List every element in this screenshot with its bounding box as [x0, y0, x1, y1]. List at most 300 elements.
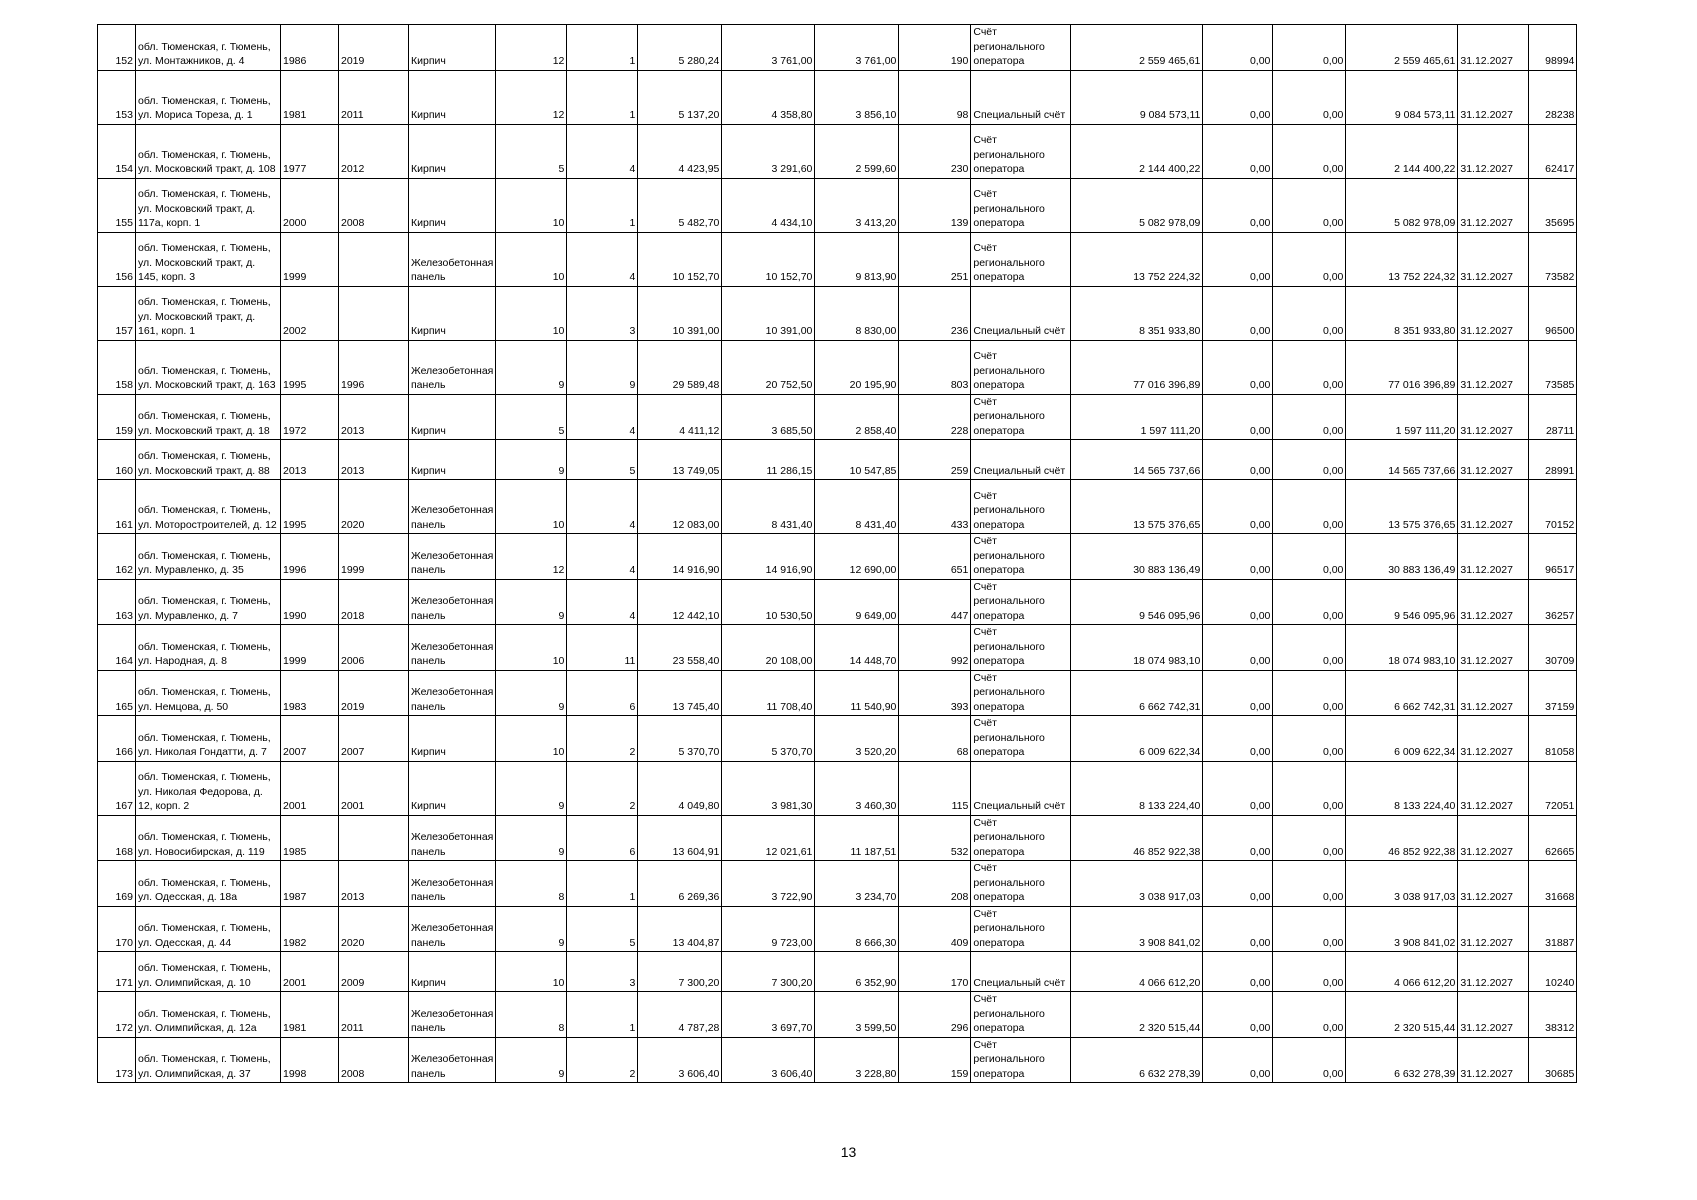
row-number-cell: 152	[98, 25, 136, 71]
cost-regional-cell: 0,00	[1273, 815, 1346, 861]
table-row	[98, 178, 1577, 232]
house-id-cell: 81058	[1529, 716, 1577, 762]
living-area-cell: 14 916,90	[722, 534, 815, 580]
fund-account-cell: Специальный счёт	[971, 440, 1071, 480]
residential-area-cell: 3 228,80	[815, 1037, 899, 1083]
year-reconstructed-cell: 2008	[339, 178, 409, 232]
residential-area-cell: 3 761,00	[815, 25, 899, 71]
house-id-cell: 35695	[1529, 178, 1577, 232]
row-number-cell: 158	[98, 340, 136, 394]
residents-cell: 190	[899, 25, 971, 71]
total-area-cell: 29 589,48	[638, 340, 722, 394]
year-built-cell: 1996	[281, 534, 339, 580]
deadline-cell: 31.12.2027	[1458, 861, 1529, 907]
living-area-cell: 4 358,80	[722, 70, 815, 124]
row-number-cell: 171	[98, 952, 136, 992]
cost-regional-cell: 0,00	[1273, 286, 1346, 340]
total-area-cell: 5 137,20	[638, 70, 722, 124]
year-reconstructed-cell: 2007	[339, 716, 409, 762]
wall-material-cell: Кирпич	[409, 178, 496, 232]
row-number-cell: 165	[98, 670, 136, 716]
row-number-cell: 163	[98, 579, 136, 625]
year-reconstructed-cell: 2009	[339, 952, 409, 992]
total-area-cell: 5 280,24	[638, 25, 722, 71]
year-built-cell: 1972	[281, 394, 339, 440]
entrances-cell: 5	[567, 440, 638, 480]
address-cell: обл. Тюменская, г. Тюмень, ул. Олимпийская, д. 12а	[136, 992, 281, 1038]
fund-account-cell: Специальный счёт	[971, 286, 1071, 340]
year-reconstructed-cell: 2008	[339, 1037, 409, 1083]
floors-cell: 9	[496, 906, 567, 952]
deadline-cell: 31.12.2027	[1458, 815, 1529, 861]
year-reconstructed-cell: 2013	[339, 861, 409, 907]
address-cell: обл. Тюменская, г. Тюмень, ул. Московский тракт, д. 18	[136, 394, 281, 440]
cost-owners-cell: 6 632 278,39	[1346, 1037, 1458, 1083]
row-number-cell: 160	[98, 440, 136, 480]
repair-cost-cell: 8 351 933,80	[1071, 286, 1203, 340]
residential-area-cell: 2 858,40	[815, 394, 899, 440]
year-built-cell: 2007	[281, 716, 339, 762]
year-built-cell: 1987	[281, 861, 339, 907]
house-id-cell: 37159	[1529, 670, 1577, 716]
residents-cell: 409	[899, 906, 971, 952]
address-cell: обл. Тюменская, г. Тюмень, ул. Муравленко, д. 7	[136, 579, 281, 625]
fund-account-cell: Счёт регионального оператора	[971, 906, 1071, 952]
deadline-cell: 31.12.2027	[1458, 952, 1529, 992]
repair-cost-cell: 2 144 400,22	[1071, 124, 1203, 178]
year-reconstructed-cell: 2020	[339, 906, 409, 952]
row-number-cell: 169	[98, 861, 136, 907]
cost-owners-cell: 9 084 573,11	[1346, 70, 1458, 124]
total-area-cell: 23 558,40	[638, 625, 722, 671]
residents-cell: 251	[899, 232, 971, 286]
entrances-cell: 1	[567, 178, 638, 232]
living-area-cell: 4 434,10	[722, 178, 815, 232]
repair-cost-cell: 3 038 917,03	[1071, 861, 1203, 907]
year-reconstructed-cell: 2019	[339, 670, 409, 716]
cost-federal-cell: 0,00	[1203, 25, 1273, 71]
wall-material-cell: Железобетонная панель	[409, 815, 496, 861]
entrances-cell: 4	[567, 534, 638, 580]
repair-cost-cell: 9 546 095,96	[1071, 579, 1203, 625]
living-area-cell: 3 761,00	[722, 25, 815, 71]
living-area-cell: 10 391,00	[722, 286, 815, 340]
floors-cell: 9	[496, 340, 567, 394]
cost-owners-cell: 6 662 742,31	[1346, 670, 1458, 716]
floors-cell: 8	[496, 861, 567, 907]
address-cell: обл. Тюменская, г. Тюмень, ул. Московский тракт, д. 163	[136, 340, 281, 394]
living-area-cell: 11 708,40	[722, 670, 815, 716]
living-area-cell: 10 530,50	[722, 579, 815, 625]
total-area-cell: 12 083,00	[638, 480, 722, 534]
living-area-cell: 3 606,40	[722, 1037, 815, 1083]
living-area-cell: 3 685,50	[722, 394, 815, 440]
total-area-cell: 10 391,00	[638, 286, 722, 340]
residents-cell: 159	[899, 1037, 971, 1083]
cost-regional-cell: 0,00	[1273, 394, 1346, 440]
entrances-cell: 4	[567, 579, 638, 625]
deadline-cell: 31.12.2027	[1458, 25, 1529, 71]
entrances-cell: 5	[567, 906, 638, 952]
cost-owners-cell: 6 009 622,34	[1346, 716, 1458, 762]
entrances-cell: 11	[567, 625, 638, 671]
residential-area-cell: 10 547,85	[815, 440, 899, 480]
cost-owners-cell: 8 351 933,80	[1346, 286, 1458, 340]
house-id-cell: 28711	[1529, 394, 1577, 440]
living-area-cell: 12 021,61	[722, 815, 815, 861]
cost-owners-cell: 2 559 465,61	[1346, 25, 1458, 71]
cost-owners-cell: 46 852 922,38	[1346, 815, 1458, 861]
floors-cell: 5	[496, 394, 567, 440]
cost-owners-cell: 2 320 515,44	[1346, 992, 1458, 1038]
address-cell: обл. Тюменская, г. Тюмень, ул. Олимпийская, д. 37	[136, 1037, 281, 1083]
address-cell: обл. Тюменская, г. Тюмень, ул. Новосибирская, д. 119	[136, 815, 281, 861]
deadline-cell: 31.12.2027	[1458, 124, 1529, 178]
fund-account-cell: Специальный счёт	[971, 952, 1071, 992]
cost-federal-cell: 0,00	[1203, 906, 1273, 952]
repair-cost-cell: 46 852 922,38	[1071, 815, 1203, 861]
row-number-cell: 154	[98, 124, 136, 178]
living-area-cell: 5 370,70	[722, 716, 815, 762]
house-id-cell: 31668	[1529, 861, 1577, 907]
row-number-cell: 173	[98, 1037, 136, 1083]
cost-regional-cell: 0,00	[1273, 716, 1346, 762]
repair-cost-cell: 30 883 136,49	[1071, 534, 1203, 580]
fund-account-cell: Специальный счёт	[971, 70, 1071, 124]
cost-regional-cell: 0,00	[1273, 861, 1346, 907]
cost-regional-cell: 0,00	[1273, 534, 1346, 580]
wall-material-cell: Железобетонная панель	[409, 906, 496, 952]
address-cell: обл. Тюменская, г. Тюмень, ул. Одесская, д. 18а	[136, 861, 281, 907]
fund-account-cell: Счёт регионального оператора	[971, 480, 1071, 534]
wall-material-cell: Кирпич	[409, 70, 496, 124]
year-built-cell: 1995	[281, 340, 339, 394]
repair-cost-cell: 6 632 278,39	[1071, 1037, 1203, 1083]
year-reconstructed-cell: 2006	[339, 625, 409, 671]
table-row	[98, 579, 1577, 625]
house-id-cell: 28238	[1529, 70, 1577, 124]
table-row	[98, 815, 1577, 861]
cost-federal-cell: 0,00	[1203, 992, 1273, 1038]
deadline-cell: 31.12.2027	[1458, 232, 1529, 286]
year-reconstructed-cell: 2011	[339, 992, 409, 1038]
deadline-cell: 31.12.2027	[1458, 992, 1529, 1038]
table-row	[98, 340, 1577, 394]
address-cell: обл. Тюменская, г. Тюмень, ул. Одесская, д. 44	[136, 906, 281, 952]
entrances-cell: 2	[567, 1037, 638, 1083]
year-built-cell: 1999	[281, 625, 339, 671]
table-row	[98, 70, 1577, 124]
entrances-cell: 9	[567, 340, 638, 394]
house-id-cell: 31887	[1529, 906, 1577, 952]
wall-material-cell: Кирпич	[409, 394, 496, 440]
residents-cell: 393	[899, 670, 971, 716]
row-number-cell: 168	[98, 815, 136, 861]
cost-owners-cell: 9 546 095,96	[1346, 579, 1458, 625]
year-reconstructed-cell: 2012	[339, 124, 409, 178]
repair-cost-cell: 5 082 978,09	[1071, 178, 1203, 232]
repair-cost-cell: 1 597 111,20	[1071, 394, 1203, 440]
table-row	[98, 670, 1577, 716]
residents-cell: 296	[899, 992, 971, 1038]
year-reconstructed-cell: 2013	[339, 440, 409, 480]
entrances-cell: 4	[567, 124, 638, 178]
fund-account-cell: Счёт регионального оператора	[971, 534, 1071, 580]
total-area-cell: 13 745,40	[638, 670, 722, 716]
residents-cell: 433	[899, 480, 971, 534]
cost-owners-cell: 1 597 111,20	[1346, 394, 1458, 440]
year-reconstructed-cell: 2020	[339, 480, 409, 534]
repair-cost-cell: 6 009 622,34	[1071, 716, 1203, 762]
wall-material-cell: Кирпич	[409, 440, 496, 480]
cost-owners-cell: 13 575 376,65	[1346, 480, 1458, 534]
fund-account-cell: Счёт регионального оператора	[971, 861, 1071, 907]
residential-area-cell: 3 856,10	[815, 70, 899, 124]
table-row	[98, 534, 1577, 580]
residents-cell: 259	[899, 440, 971, 480]
house-id-cell: 73582	[1529, 232, 1577, 286]
total-area-cell: 4 049,80	[638, 761, 722, 815]
fund-account-cell: Специальный счёт	[971, 761, 1071, 815]
residential-area-cell: 6 352,90	[815, 952, 899, 992]
house-id-cell: 98994	[1529, 25, 1577, 71]
living-area-cell: 3 291,60	[722, 124, 815, 178]
floors-cell: 12	[496, 25, 567, 71]
entrances-cell: 4	[567, 480, 638, 534]
cost-regional-cell: 0,00	[1273, 340, 1346, 394]
living-area-cell: 11 286,15	[722, 440, 815, 480]
floors-cell: 10	[496, 716, 567, 762]
fund-account-cell: Счёт регионального оператора	[971, 394, 1071, 440]
cost-federal-cell: 0,00	[1203, 440, 1273, 480]
wall-material-cell: Железобетонная панель	[409, 480, 496, 534]
year-reconstructed-cell	[339, 232, 409, 286]
residential-area-cell: 12 690,00	[815, 534, 899, 580]
year-reconstructed-cell: 2011	[339, 70, 409, 124]
fund-account-cell: Счёт регионального оператора	[971, 1037, 1071, 1083]
entrances-cell: 4	[567, 394, 638, 440]
wall-material-cell: Железобетонная панель	[409, 992, 496, 1038]
cost-owners-cell: 3 908 841,02	[1346, 906, 1458, 952]
house-id-cell: 96517	[1529, 534, 1577, 580]
cost-federal-cell: 0,00	[1203, 124, 1273, 178]
residential-area-cell: 3 234,70	[815, 861, 899, 907]
deadline-cell: 31.12.2027	[1458, 480, 1529, 534]
row-number-cell: 170	[98, 906, 136, 952]
page-number: 13	[840, 1144, 857, 1160]
floors-cell: 9	[496, 579, 567, 625]
wall-material-cell: Железобетонная панель	[409, 340, 496, 394]
house-id-cell: 70152	[1529, 480, 1577, 534]
repair-cost-cell: 77 016 396,89	[1071, 340, 1203, 394]
address-cell: обл. Тюменская, г. Тюмень, ул. Московский тракт, д. 108	[136, 124, 281, 178]
floors-cell: 12	[496, 70, 567, 124]
floors-cell: 9	[496, 761, 567, 815]
deadline-cell: 31.12.2027	[1458, 625, 1529, 671]
cost-regional-cell: 0,00	[1273, 579, 1346, 625]
residential-area-cell: 2 599,60	[815, 124, 899, 178]
entrances-cell: 3	[567, 952, 638, 992]
total-area-cell: 7 300,20	[638, 952, 722, 992]
cost-owners-cell: 13 752 224,32	[1346, 232, 1458, 286]
cost-regional-cell: 0,00	[1273, 480, 1346, 534]
living-area-cell: 7 300,20	[722, 952, 815, 992]
residential-area-cell: 8 830,00	[815, 286, 899, 340]
house-id-cell: 73585	[1529, 340, 1577, 394]
year-reconstructed-cell	[339, 815, 409, 861]
address-cell: обл. Тюменская, г. Тюмень, ул. Московский тракт, д. 88	[136, 440, 281, 480]
wall-material-cell: Кирпич	[409, 286, 496, 340]
wall-material-cell: Железобетонная панель	[409, 232, 496, 286]
repair-cost-cell: 14 565 737,66	[1071, 440, 1203, 480]
year-built-cell: 1986	[281, 25, 339, 71]
residents-cell: 230	[899, 124, 971, 178]
cost-regional-cell: 0,00	[1273, 1037, 1346, 1083]
table-row	[98, 124, 1577, 178]
cost-federal-cell: 0,00	[1203, 480, 1273, 534]
residential-area-cell: 11 540,90	[815, 670, 899, 716]
year-built-cell: 1990	[281, 579, 339, 625]
table-row	[98, 992, 1577, 1038]
living-area-cell: 9 723,00	[722, 906, 815, 952]
house-id-cell: 38312	[1529, 992, 1577, 1038]
fund-account-cell: Счёт регионального оператора	[971, 716, 1071, 762]
total-area-cell: 13 749,05	[638, 440, 722, 480]
house-id-cell: 10240	[1529, 952, 1577, 992]
wall-material-cell: Кирпич	[409, 124, 496, 178]
repair-cost-cell: 13 752 224,32	[1071, 232, 1203, 286]
entrances-cell: 6	[567, 815, 638, 861]
table-row	[98, 25, 1577, 71]
living-area-cell: 3 981,30	[722, 761, 815, 815]
fund-account-cell: Счёт регионального оператора	[971, 579, 1071, 625]
entrances-cell: 1	[567, 70, 638, 124]
entrances-cell: 2	[567, 716, 638, 762]
living-area-cell: 10 152,70	[722, 232, 815, 286]
living-area-cell: 8 431,40	[722, 480, 815, 534]
house-id-cell: 30685	[1529, 1037, 1577, 1083]
wall-material-cell: Кирпич	[409, 952, 496, 992]
table-row	[98, 952, 1577, 992]
row-number-cell: 172	[98, 992, 136, 1038]
residents-cell: 208	[899, 861, 971, 907]
fund-account-cell: Счёт регионального оператора	[971, 625, 1071, 671]
cost-owners-cell: 8 133 224,40	[1346, 761, 1458, 815]
year-built-cell: 1981	[281, 992, 339, 1038]
entrances-cell: 1	[567, 992, 638, 1038]
year-reconstructed-cell	[339, 286, 409, 340]
residents-cell: 68	[899, 716, 971, 762]
house-id-cell: 62665	[1529, 815, 1577, 861]
repair-cost-cell: 13 575 376,65	[1071, 480, 1203, 534]
year-built-cell: 1983	[281, 670, 339, 716]
address-cell: обл. Тюменская, г. Тюмень, ул. Олимпийская, д. 10	[136, 952, 281, 992]
deadline-cell: 31.12.2027	[1458, 70, 1529, 124]
residents-cell: 803	[899, 340, 971, 394]
cost-federal-cell: 0,00	[1203, 861, 1273, 907]
table-row	[98, 1037, 1577, 1083]
total-area-cell: 13 404,87	[638, 906, 722, 952]
year-built-cell: 1999	[281, 232, 339, 286]
cost-regional-cell: 0,00	[1273, 124, 1346, 178]
total-area-cell: 4 787,28	[638, 992, 722, 1038]
year-reconstructed-cell: 1999	[339, 534, 409, 580]
cost-regional-cell: 0,00	[1273, 440, 1346, 480]
table-row	[98, 286, 1577, 340]
table-row	[98, 716, 1577, 762]
cost-owners-cell: 5 082 978,09	[1346, 178, 1458, 232]
house-id-cell: 62417	[1529, 124, 1577, 178]
row-number-cell: 159	[98, 394, 136, 440]
row-number-cell: 153	[98, 70, 136, 124]
residents-cell: 228	[899, 394, 971, 440]
address-cell: обл. Тюменская, г. Тюмень, ул. Мориса Тореза, д. 1	[136, 70, 281, 124]
row-number-cell: 166	[98, 716, 136, 762]
cost-owners-cell: 4 066 612,20	[1346, 952, 1458, 992]
fund-account-cell: Счёт регионального оператора	[971, 232, 1071, 286]
cost-federal-cell: 0,00	[1203, 286, 1273, 340]
total-area-cell: 5 370,70	[638, 716, 722, 762]
cost-federal-cell: 0,00	[1203, 340, 1273, 394]
cost-federal-cell: 0,00	[1203, 70, 1273, 124]
address-cell: обл. Тюменская, г. Тюмень, ул. Московский тракт, д. 161, корп. 1	[136, 286, 281, 340]
wall-material-cell: Железобетонная панель	[409, 861, 496, 907]
wall-material-cell: Железобетонная панель	[409, 625, 496, 671]
deadline-cell: 31.12.2027	[1458, 534, 1529, 580]
total-area-cell: 12 442,10	[638, 579, 722, 625]
floors-cell: 9	[496, 815, 567, 861]
repair-cost-cell: 9 084 573,11	[1071, 70, 1203, 124]
residential-area-cell: 3 520,20	[815, 716, 899, 762]
total-area-cell: 4 423,95	[638, 124, 722, 178]
cost-federal-cell: 0,00	[1203, 534, 1273, 580]
year-built-cell: 1995	[281, 480, 339, 534]
residential-area-cell: 8 431,40	[815, 480, 899, 534]
fund-account-cell: Счёт регионального оператора	[971, 992, 1071, 1038]
residents-cell: 447	[899, 579, 971, 625]
housing-table	[97, 24, 1577, 1083]
living-area-cell: 20 752,50	[722, 340, 815, 394]
repair-cost-cell: 8 133 224,40	[1071, 761, 1203, 815]
floors-cell: 10	[496, 952, 567, 992]
row-number-cell: 167	[98, 761, 136, 815]
residents-cell: 115	[899, 761, 971, 815]
residential-area-cell: 20 195,90	[815, 340, 899, 394]
residential-area-cell: 9 649,00	[815, 579, 899, 625]
cost-federal-cell: 0,00	[1203, 232, 1273, 286]
cost-federal-cell: 0,00	[1203, 579, 1273, 625]
year-built-cell: 2002	[281, 286, 339, 340]
entrances-cell: 2	[567, 761, 638, 815]
house-id-cell: 96500	[1529, 286, 1577, 340]
deadline-cell: 31.12.2027	[1458, 906, 1529, 952]
wall-material-cell: Железобетонная панель	[409, 534, 496, 580]
residents-cell: 139	[899, 178, 971, 232]
deadline-cell: 31.12.2027	[1458, 178, 1529, 232]
address-cell: обл. Тюменская, г. Тюмень, ул. Муравленко, д. 35	[136, 534, 281, 580]
house-id-cell: 36257	[1529, 579, 1577, 625]
table-row	[98, 761, 1577, 815]
wall-material-cell: Кирпич	[409, 25, 496, 71]
house-id-cell: 28991	[1529, 440, 1577, 480]
repair-cost-cell: 6 662 742,31	[1071, 670, 1203, 716]
cost-regional-cell: 0,00	[1273, 70, 1346, 124]
table-row	[98, 232, 1577, 286]
total-area-cell: 5 482,70	[638, 178, 722, 232]
table-row	[98, 440, 1577, 480]
year-built-cell: 2001	[281, 761, 339, 815]
floors-cell: 10	[496, 178, 567, 232]
